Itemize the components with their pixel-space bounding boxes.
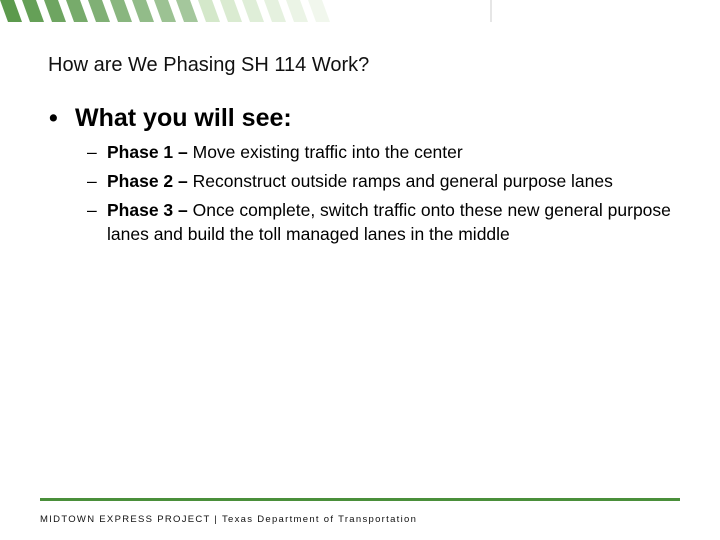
phase-list — [87, 140, 677, 251]
main-bullet — [49, 104, 292, 133]
phase-item — [87, 140, 677, 164]
phase-item — [87, 198, 677, 246]
phase-text: Reconstruct outside ramps and general purpose lanes — [192, 171, 613, 191]
sub-marker: – — [87, 200, 97, 220]
phase-label: Phase 3 – — [107, 200, 188, 220]
phase-text: Move existing traffic into the center — [192, 142, 463, 162]
footer-divider — [40, 498, 680, 501]
bullet-marker: • — [49, 104, 58, 132]
slide-title: How are We Phasing SH 114 Work? — [48, 54, 370, 76]
phase-label: Phase 1 – — [107, 142, 188, 162]
phase-item — [87, 169, 677, 193]
phase-label: Phase 2 – — [107, 171, 188, 191]
sub-marker: – — [87, 142, 97, 162]
sub-marker: – — [87, 171, 97, 191]
footer-text: MIDTOWN EXPRESS PROJECT | Texas Department of Transportation — [40, 514, 418, 525]
main-bullet-text: What you will see: — [75, 104, 292, 132]
phase-text: Once complete, switch traffic onto these new general purpose lanes and build the toll managed lanes in the middle — [107, 200, 671, 244]
decorative-header-band — [0, 0, 720, 22]
